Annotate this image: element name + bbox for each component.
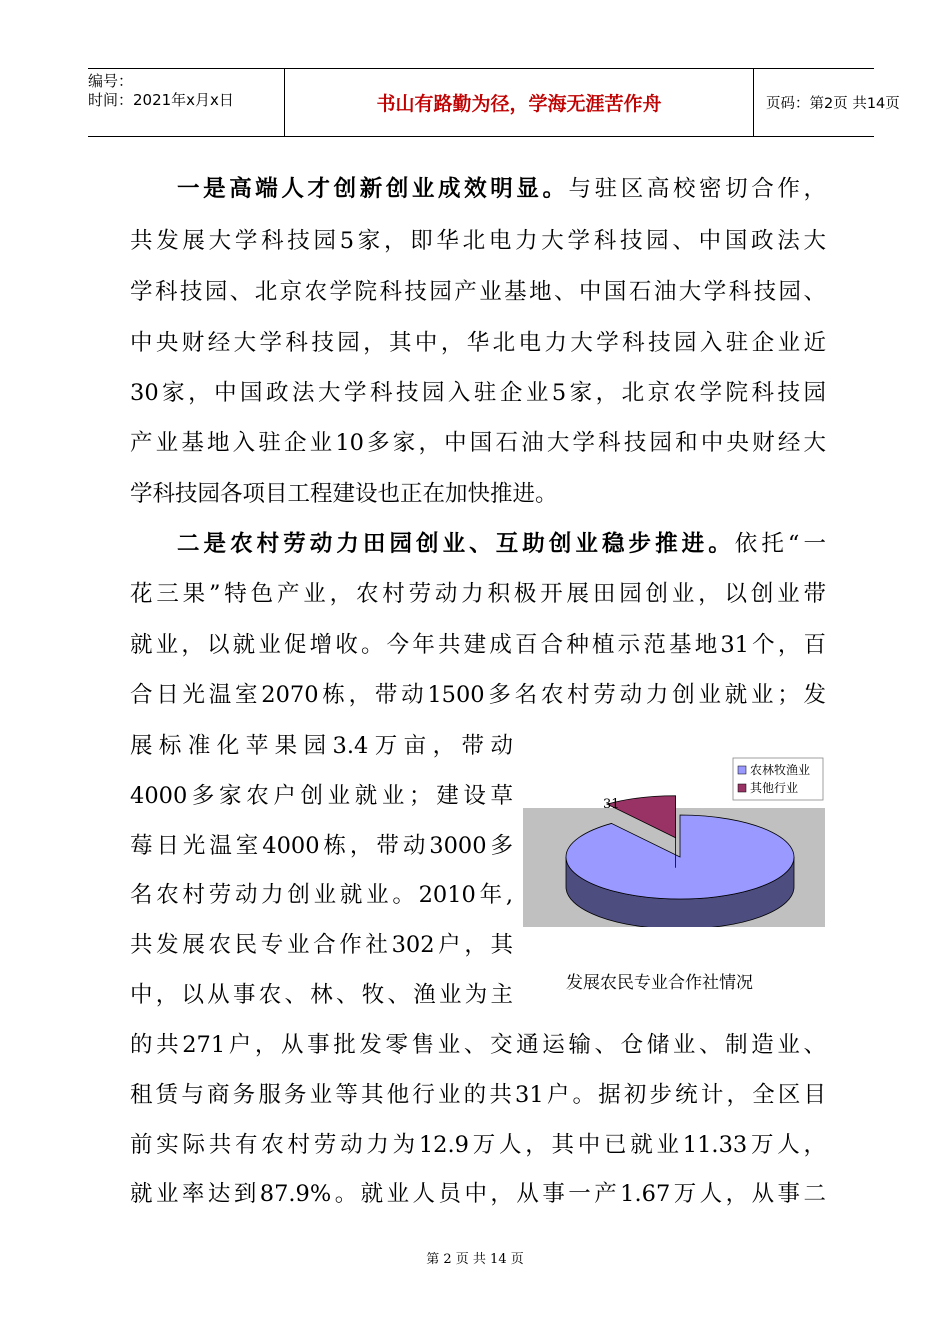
body-line-20: 前实际共有农村劳动力为12.9万人，其中已就业11.33万人， [130, 1132, 826, 1158]
body-line-13: 4000多家农户创业就业；建设草 [130, 783, 513, 809]
paragraph-lead-1: 一是高端人才创新创业成效明显。 [177, 176, 569, 202]
header-meta [88, 69, 284, 136]
body-line-2: 共发展大学科技园5家，即华北电力大学科技园、中国政法大 [130, 228, 826, 254]
body-line-12: 展标准化苹果园3.4万亩，带动 [130, 733, 513, 759]
body-line-18: 的共271户，从事批发零售业、交通运输、仓储业、制造业、 [130, 1032, 826, 1058]
document-number-label: 编号： [88, 72, 134, 90]
page-header [88, 68, 900, 137]
body-line-8 [177, 533, 826, 556]
paragraph-rest-1: 与驻区高校密切合作， [568, 176, 826, 202]
paragraph-rest-2: 依托“一 [734, 531, 826, 557]
body-line-17: 中，以从事农、林、牧、渔业为主 [130, 982, 513, 1008]
legend-swatch-农林牧渔业 [738, 766, 746, 774]
body-line-3: 学科技园、北京农学院科技园产业基地、中国石油大学科技园、 [130, 279, 826, 305]
cooperative-pie-chart [523, 752, 825, 927]
paragraph-lead-2: 二是农村劳动力田园创业、互助创业稳步推进。 [177, 531, 735, 557]
data-label-其他行业: 31 [603, 797, 620, 812]
body-line-10: 就业，以就业促增收。今年共建成百合种植示范基地31个，百 [130, 632, 826, 658]
page-footer: 第 2 页 共 14 页 [426, 1252, 524, 1267]
body-line-7: 学科技园各项目工程建设也正在加快推进。 [130, 481, 558, 507]
body-line-16: 共发展农民专业合作社302户，其 [130, 932, 513, 958]
header-motto: 书山有路勤为径，学海无涯苦作舟 [284, 69, 754, 136]
body-line-4: 中央财经大学科技园，其中，华北电力大学科技园入驻企业近 [130, 330, 826, 356]
body-line-21: 就业率达到87.9%。就业人员中，从事一产1.67万人，从事二 [130, 1181, 826, 1207]
body-line-1 [177, 178, 826, 201]
body-line-9: 花三果”特色产业，农村劳动力积极开展田园创业，以创业带 [130, 581, 826, 607]
pie-slice-农林牧渔业 [566, 815, 794, 899]
legend-label-农林牧渔业: 农林牧渔业 [750, 763, 811, 777]
header-page-info: 页码：第2页 共14页 [766, 96, 900, 112]
body-line-14: 莓日光温室4000栋，带动3000多 [130, 833, 513, 859]
document-time-label: 时间：2021年x月x日 [88, 91, 234, 109]
body-line-5: 30家，中国政法大学科技园入驻企业5家，北京农学院科技园 [130, 380, 826, 406]
body-line-15: 名农村劳动力创业就业。2010年, [130, 882, 513, 908]
body-line-19: 租赁与商务服务业等其他行业的共31户。据初步统计，全区目 [130, 1082, 826, 1108]
legend-label-其他行业: 其他行业 [750, 781, 799, 795]
body-line-11: 合日光温室2070栋，带动1500多名农村劳动力创业就业；发 [130, 682, 826, 708]
chart-caption: 发展农民专业合作社情况 [566, 973, 753, 993]
legend-swatch-其他行业 [738, 784, 746, 792]
body-line-6: 产业基地入驻企业10多家，中国石油大学科技园和中央财经大 [130, 430, 826, 456]
